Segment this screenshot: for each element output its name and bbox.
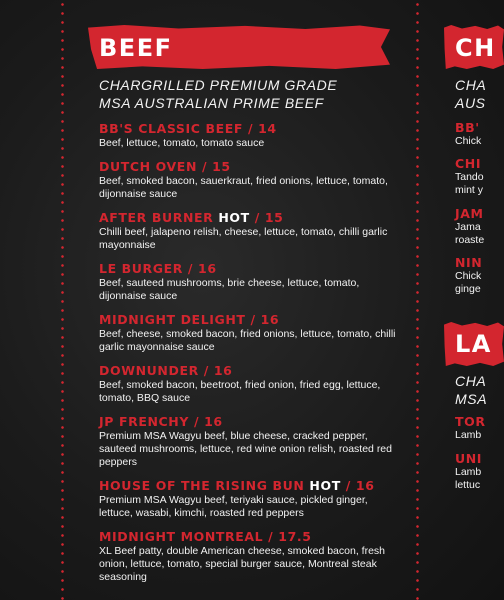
menu-item-title: JAM <box>455 206 484 221</box>
menu-item-description: Jama <box>455 221 481 233</box>
menu-item-title-name: AFTER BURNER <box>99 210 219 225</box>
menu-item-title: BB'S CLASSIC BEEF / 14 <box>99 121 277 136</box>
chicken-heading: CH <box>455 34 496 62</box>
menu-item-description: Chilli beef, jalapeno relish, cheese, lettuce, tomato, chilli garlic mayonnaise <box>99 226 388 251</box>
menu-item-title <box>99 210 399 226</box>
beef-subtitle-line1: CHARGRILLED PREMIUM GRADE <box>99 77 338 93</box>
chicken-subtitle-line1: CHA <box>455 77 487 93</box>
menu-item-description: Chick <box>455 270 482 282</box>
beef-section <box>99 76 399 593</box>
menu-item-description: Beef, sauteed mushrooms, brie cheese, lettuce, tomato, dijonnaise sauce <box>99 277 360 302</box>
menu-item-title: NIN <box>455 255 483 270</box>
menu-item <box>99 414 399 469</box>
menu-item-title: CHI <box>455 156 482 171</box>
menu-item-description: Tando <box>455 171 484 183</box>
menu-item-title: UNI <box>455 451 483 466</box>
hot-badge: HOT <box>218 210 250 225</box>
menu-item-price: / 15 <box>249 210 284 225</box>
lamb-subtitle-line1: CHA <box>455 373 487 389</box>
menu-item <box>99 261 399 303</box>
menu-item-description: roaste <box>455 234 485 246</box>
menu-item-description: ginge <box>455 283 481 295</box>
menu-item <box>99 478 399 520</box>
menu-item-description: Premium MSA Wagyu beef, teriyaki sauce, pickled ginger, lettuce, wasabi, kimchi, roasted red peppers <box>99 494 368 519</box>
menu-item-description: mint y <box>455 184 484 196</box>
menu-item-description: Lamb <box>455 466 482 478</box>
menu-item-price: / 16 <box>340 478 375 493</box>
menu-item <box>99 210 399 252</box>
menu-item-title <box>99 478 399 494</box>
menu-item-description: XL Beef patty, double American cheese, smoked bacon, fresh onion, lettuce, tomato, special burger sauce, Montreal steak seasoning <box>99 545 386 583</box>
menu-item-title: MIDNIGHT MONTREAL / 17.5 <box>99 529 312 544</box>
menu-item-description: Beef, smoked bacon, sauerkraut, fried onions, lettuce, tomato, dijonnaise sauce <box>99 175 388 200</box>
menu-item <box>99 363 399 405</box>
dotted-divider-left <box>61 0 64 600</box>
menu-item-title: TOR <box>455 414 486 429</box>
beef-subtitle <box>99 76 399 112</box>
menu-item-description: Beef, cheese, smoked bacon, fried onions, lettuce, tomato, chilli garlic mayonnaise sauce <box>99 328 396 353</box>
menu-item-title: DOWNUNDER / 16 <box>99 363 233 378</box>
dotted-divider-right <box>416 0 419 600</box>
beef-subtitle-line2: MSA AUSTRALIAN PRIME BEEF <box>99 95 324 111</box>
menu-item <box>99 529 399 584</box>
menu-item <box>99 159 399 201</box>
menu-item-description: Beef, lettuce, tomato, tomato sauce <box>99 137 265 149</box>
menu-item-title: BB' <box>455 120 480 135</box>
hot-badge: HOT <box>309 478 341 493</box>
beef-heading: BEEF <box>99 34 173 62</box>
menu-item <box>99 312 399 354</box>
menu-item-description: Premium MSA Wagyu beef, blue cheese, cracked pepper, sauteed mushrooms, lettuce, red wine onion relish, roasted red peppers <box>99 430 392 468</box>
menu-item-title: JP FRENCHY / 16 <box>99 414 223 429</box>
menu-item-description: Chick <box>455 135 482 147</box>
menu-item <box>99 121 399 150</box>
menu-item-title: DUTCH OVEN / 15 <box>99 159 231 174</box>
menu-item-description: Lamb <box>455 429 482 441</box>
lamb-heading: LA <box>455 330 492 358</box>
lamb-subtitle-line2: MSA <box>455 391 488 407</box>
menu-item-title: LE BURGER / 16 <box>99 261 217 276</box>
chicken-subtitle-line2: AUS <box>455 95 486 111</box>
menu-item-title: MIDNIGHT DELIGHT / 16 <box>99 312 280 327</box>
menu-item-description: lettuc <box>455 479 481 491</box>
menu-item-title-name: HOUSE OF THE RISING BUN <box>99 478 310 493</box>
menu-item-description: Beef, smoked bacon, beetroot, fried onion, fried egg, lettuce, tomato, BBQ sauce <box>99 379 381 404</box>
